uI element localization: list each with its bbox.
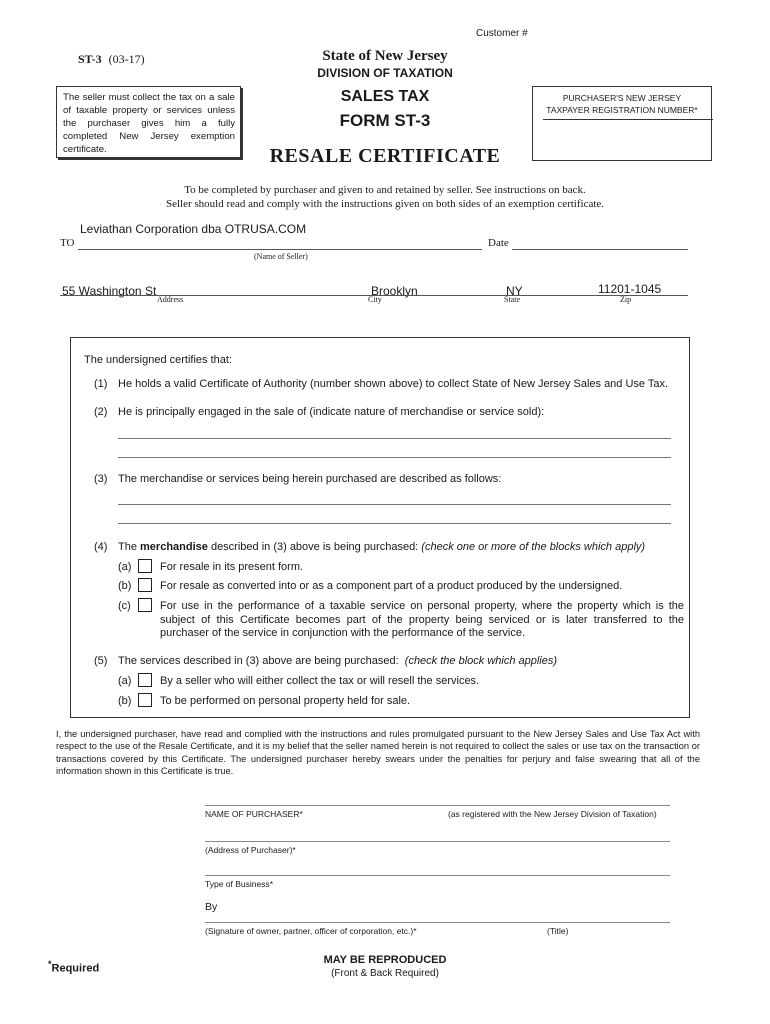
item5-italic: (check the block which applies)	[404, 655, 558, 667]
item3-number: (3)	[94, 473, 108, 485]
state-title: State of New Jersey	[322, 48, 448, 64]
seller-city-value[interactable]: Brooklyn	[371, 284, 418, 298]
item4c-checkbox[interactable]	[138, 598, 152, 612]
form-revision: (03-17)	[108, 52, 145, 66]
item2-answer-line-1[interactable]	[118, 438, 671, 439]
purchaser-address-label: (Address of Purchaser)*	[205, 845, 296, 855]
item4-mid: described in (3) above is being purchased:	[207, 541, 422, 553]
item5-pre: The services described in (3) above are being purchased:	[118, 655, 405, 667]
state-caption: State	[504, 295, 520, 304]
date-label: Date	[488, 237, 509, 249]
seller-zip-value[interactable]: 11201-1045	[598, 282, 662, 296]
item4b-text: For resale as converted into or as a component part of a product produced by the undersigned.	[160, 580, 623, 592]
instructions-line2: Seller should read and comply with the instructions given on both sides of an exemption certificate.	[165, 198, 605, 210]
item4a-text: For resale in its present form.	[160, 561, 304, 573]
title-label: (Title)	[547, 926, 569, 936]
required-text: Required	[51, 962, 100, 975]
seller-notice-text: The seller must collect the tax on a sale of taxable property or services unless the purchaser gives him a fully completed New Jersey exemption certificate.	[63, 92, 235, 155]
to-label: TO	[60, 237, 75, 249]
item2-number: (2)	[94, 406, 108, 418]
item2-text: He is principally engaged in the sale of (indicate nature of merchandise or service sold):	[118, 406, 545, 418]
item5a-text: By a seller who will either collect the tax or will resell the services.	[160, 675, 480, 687]
item5b-checkbox[interactable]	[138, 693, 152, 707]
item5a-letter: (a)	[118, 675, 132, 687]
purchaser-name-note: (as registered with the New Jersey Division of Taxation)	[448, 809, 657, 819]
by-label: By	[205, 901, 218, 913]
resale-certificate-title: RESALE CERTIFICATE	[269, 145, 501, 167]
item5b-letter: (b)	[118, 695, 132, 707]
item1-text: He holds a valid Certificate of Authority (number shown above) to collect State of New Jersey Sales and Use Tax.	[118, 378, 669, 390]
seller-address-value[interactable]: 55 Washington St	[62, 284, 157, 298]
seller-state-value[interactable]: NY	[506, 284, 523, 298]
item5b-text: To be performed on personal property held for sale.	[160, 695, 411, 707]
item4c-letter: (c)	[118, 600, 131, 612]
signature-label: (Signature of owner, partner, officer of corporation, etc.)*	[205, 926, 417, 936]
item4a-checkbox[interactable]	[138, 559, 152, 573]
taxpayer-label-line1: PURCHASER'S NEW JERSEY	[562, 93, 682, 103]
item4-bold: merchandise	[140, 541, 208, 553]
seller-name-line	[78, 249, 482, 250]
date-field[interactable]	[512, 249, 688, 250]
item4b-letter: (b)	[118, 580, 132, 592]
form-st3-title: FORM ST-3	[339, 111, 431, 130]
business-type-field[interactable]	[205, 875, 670, 876]
item3-answer-line-1[interactable]	[118, 504, 671, 505]
city-caption: City	[368, 295, 382, 304]
purchaser-address-field[interactable]	[205, 841, 670, 842]
zip-caption: Zip	[620, 295, 632, 304]
taxpayer-label-underline	[543, 119, 713, 120]
instructions-line1: To be completed by purchaser and given to and retained by seller. See instructions on back.	[184, 184, 586, 196]
sales-tax-title: SALES TAX	[340, 88, 430, 105]
seller-name-value[interactable]: Leviathan Corporation dba OTRUSA.COM	[80, 222, 307, 236]
may-be-reproduced: MAY BE REPRODUCED	[323, 954, 447, 966]
business-type-label: Type of Business*	[205, 879, 274, 889]
item4-number: (4)	[94, 541, 108, 553]
item5a-checkbox[interactable]	[138, 673, 152, 687]
purchaser-name-label: NAME OF PURCHASER*	[205, 809, 303, 819]
item2-answer-line-2[interactable]	[118, 457, 671, 458]
signature-field[interactable]	[205, 922, 670, 923]
item4a-letter: (a)	[118, 561, 132, 573]
item1-number: (1)	[94, 378, 108, 390]
division-title: DIVISION OF TAXATION	[317, 66, 453, 80]
item3-answer-line-2[interactable]	[118, 523, 671, 524]
item5-number: (5)	[94, 655, 108, 667]
item4b-checkbox[interactable]	[138, 578, 152, 592]
required-asterisk: *	[48, 959, 52, 969]
certification-intro: The undersigned certifies that:	[84, 354, 232, 366]
item4-pre: The	[118, 541, 141, 553]
customer-number-label: Customer #	[476, 28, 528, 39]
form-code-text: ST-3	[78, 52, 102, 66]
item3-text: The merchandise or services being herein purchased are described as follows:	[118, 473, 502, 485]
customer-number-field[interactable]	[528, 40, 688, 41]
seller-name-caption: (Name of Seller)	[254, 252, 308, 261]
declaration-text: I, the undersigned purchaser, have read and complied with the instructions and rules promulgated pursuant to the New Jersey Sales and Use Tax Act with respect to the use of the Resale Certificate, and it is my belief that the seller named herein is not required to collect the sales or use tax on the transaction or transactions covered by this Certificate. The undersigned purchaser hereby swears under the penalties for perjury and false swearing that all of the information shown in this Certificate is true.	[56, 729, 700, 777]
item4-text	[118, 541, 645, 553]
address-caption: Address	[157, 295, 184, 304]
item4-italic: (check one or more of the blocks which apply)	[421, 541, 646, 553]
purchaser-name-field[interactable]	[205, 805, 670, 806]
item4c-text: For use in the performance of a taxable service on personal property, where the property which is the subject of this Certificate becomes part of the property being serviced or is later transferred to the purchaser of the service in conjunction with the performance of the service.	[160, 600, 684, 639]
front-back-required: (Front & Back Required)	[331, 968, 439, 979]
item5-text	[118, 655, 557, 667]
taxpayer-label-line2: TAXPAYER REGISTRATION NUMBER*	[546, 105, 698, 115]
